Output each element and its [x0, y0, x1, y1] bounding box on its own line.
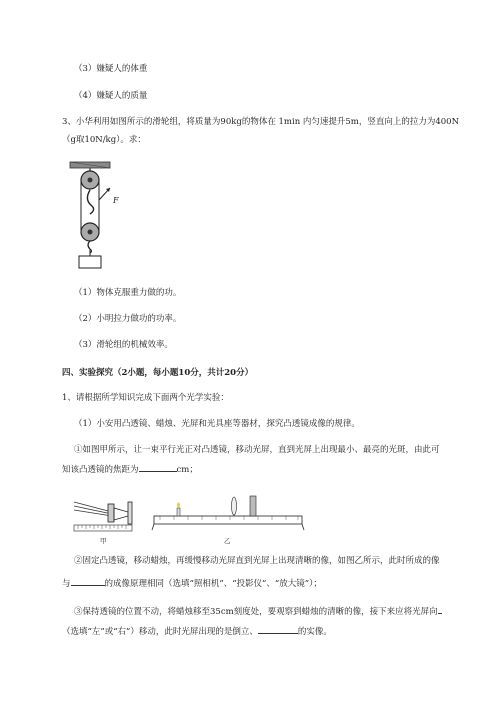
figure-jia: [72, 492, 152, 542]
question-3-line2: （g取10N/kg）。求：: [62, 135, 146, 145]
part2-text: 的成像原理相同（选填“照相机”、“投影仪”、“放大镜”）；: [104, 579, 322, 589]
convex-lens: [232, 497, 237, 515]
part3-text-b: （选填“左”或“右”）移动，此时光屏出现的是倒立、: [62, 627, 258, 637]
part2-line-b: [62, 576, 322, 590]
q3-sub-1: （1）物体克服重力做的功。: [74, 288, 182, 298]
part3-line-b: [62, 624, 332, 638]
lens-holder: [108, 504, 114, 522]
figure-yi-label: 乙: [224, 537, 231, 545]
light-screen: [250, 496, 256, 516]
pulley-diagram: [62, 160, 132, 270]
part1-line-a: ①如图甲所示，让一束平行光正对凸透镜，移动光屏，直到光屏上出现最小、最亮的光斑，由此可: [74, 445, 440, 455]
optical-bench: [154, 516, 302, 524]
part1-unit: cm；: [176, 465, 198, 475]
part2-prefix: 与: [62, 579, 71, 589]
direction-blank[interactable]: [438, 604, 442, 614]
section-4-heading: 四、实验探究（2小题，每小题10分，共计20分）: [62, 368, 254, 378]
part3-line-a: [74, 604, 442, 618]
candle-flame: [177, 503, 180, 508]
question-3-line1: 3、小华利用如图所示的滑轮组，将质量为90kg的物体在 1min 内匀速提升5m，竖直向上的拉力为400N: [62, 117, 460, 127]
candle: [177, 508, 180, 516]
q1-item-1: （1）小安用凸透镜、蜡烛、光屏和光具座等器材，探究凸透镜成像的规律。: [74, 419, 360, 429]
item-3-weight: （3）嫌疑人的体重: [74, 64, 148, 74]
weight-block: [79, 256, 101, 268]
figure-jia-label: 甲: [100, 537, 107, 545]
screen-holder: [128, 502, 132, 524]
part3-text: ③保持透镜的位置不动，将蜡烛移至35cm刻度处，要观察到蜡烛的清晰的像，接下来应将光屏向: [74, 607, 438, 617]
instrument-blank[interactable]: [71, 576, 105, 586]
q3-sub-2: （2）小明拉力做功的功率。: [74, 314, 182, 324]
question-1-intro: 1、请根据所学知识完成下面两个光学实验：: [62, 393, 229, 403]
force-label: F: [113, 196, 119, 205]
q3-sub-3: （3）滑轮组的机械效率。: [74, 340, 173, 350]
part1-text: 知该凸透镜的焦距为: [62, 465, 139, 475]
part1-line-b: [62, 462, 198, 476]
item-4-mass: （4）嫌疑人的质量: [74, 91, 148, 101]
ruler: [74, 525, 132, 531]
figure-yi: [152, 492, 312, 532]
part3-text-c: 的实像。: [297, 627, 332, 637]
image-size-blank[interactable]: [258, 624, 298, 634]
focal-length-blank[interactable]: [139, 462, 177, 472]
part2-line-a: ②固定凸透镜，移动蜡烛，再缓慢移动光屏直到光屏上出现清晰的像，如图乙所示，此时所成的像: [74, 556, 440, 566]
